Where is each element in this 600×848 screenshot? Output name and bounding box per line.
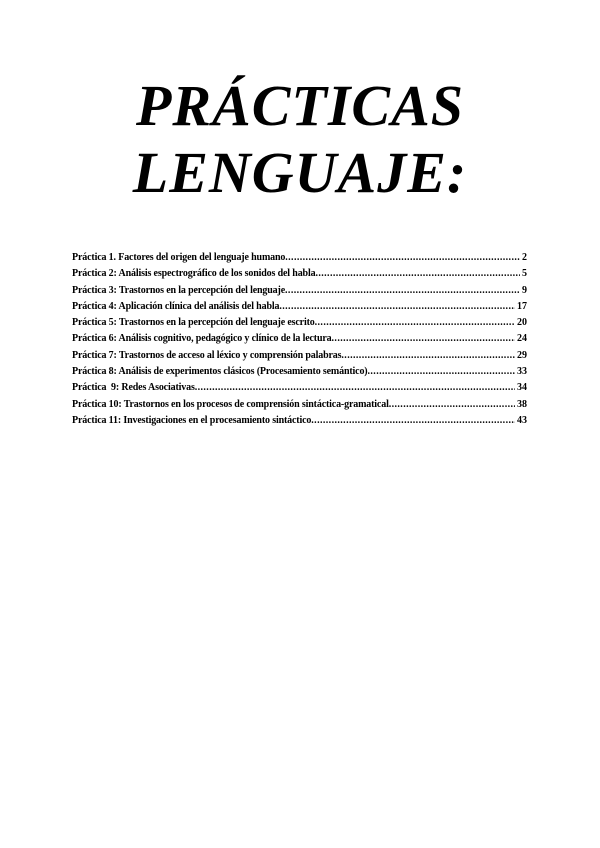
toc-entry[interactable]	[72, 285, 527, 301]
toc-leader-dots	[332, 333, 515, 344]
toc-entry-page: 34	[517, 382, 527, 394]
toc-entry[interactable]	[72, 333, 527, 349]
toc-entry-label: Práctica 3: Trastornos en la percepción del lenguaje	[72, 284, 286, 296]
toc-entry-page: 43	[517, 414, 527, 426]
toc-leader-dots	[311, 415, 515, 426]
toc-entry[interactable]	[72, 366, 527, 382]
toc-entry[interactable]	[72, 301, 527, 317]
toc-entry-page: 33	[517, 366, 527, 378]
toc-leader-dots	[285, 252, 520, 263]
toc-entry-label: Práctica 4: Aplicación clínica del análisis del habla	[72, 300, 280, 312]
toc-entry-page: 20	[517, 317, 527, 329]
toc-entry-label: Práctica 8: Análisis de experimentos clásicos (Procesamiento semántico)	[72, 366, 368, 378]
toc-entry-page: 38	[517, 398, 527, 410]
toc-entry-label: Práctica 1. Factores del origen del lenguaje humano	[72, 252, 286, 263]
document-title	[0, 72, 600, 206]
toc-leader-dots	[368, 366, 516, 377]
toc-leader-dots	[195, 382, 515, 393]
toc-entry-page: 24	[517, 333, 527, 345]
title-line-1: PRÁCTICAS	[135, 73, 465, 138]
toc-entry[interactable]	[72, 350, 527, 366]
toc-leader-dots	[315, 317, 515, 328]
toc-entry-label: Práctica 5: Trastornos en la percepción del lenguaje escrito	[72, 317, 315, 329]
toc-entry-page: 9	[522, 284, 527, 296]
toc-entry[interactable]	[72, 415, 527, 431]
toc-entry-page: 17	[517, 300, 527, 312]
toc-entry-page: 29	[517, 349, 527, 361]
toc-leader-dots	[315, 268, 520, 279]
toc-entry[interactable]	[72, 382, 527, 398]
toc-entry-page: 5	[522, 268, 527, 280]
toc-entry[interactable]	[72, 317, 527, 333]
toc-leader-dots	[285, 285, 520, 296]
toc-entry[interactable]	[72, 268, 527, 284]
title-line-2: LENGUAJE:	[132, 140, 468, 205]
toc-entry-page: 2	[522, 252, 527, 263]
table-of-contents	[72, 252, 527, 431]
toc-entry-label: Práctica 2: Análisis espectrográfico de los sonidos del habla	[72, 268, 316, 280]
toc-entry[interactable]	[72, 399, 527, 415]
toc-entry-label: Práctica 10: Trastornos en los procesos de comprensión sintáctica-gramatical	[72, 398, 389, 410]
toc-entry-label: Práctica 9: Redes Asociativas	[72, 382, 195, 394]
toc-entry-label: Práctica 7: Trastornos de acceso al léxico y comprensión palabras	[72, 349, 342, 361]
toc-leader-dots	[279, 301, 515, 312]
toc-leader-dots	[389, 399, 515, 410]
toc-entry[interactable]	[72, 252, 527, 268]
toc-entry-label: Práctica 11: Investigaciones en el procesamiento sintáctico	[72, 414, 312, 426]
toc-leader-dots	[341, 350, 515, 361]
toc-entry-label: Práctica 6: Análisis cognitivo, pedagógico y clínico de la lectura	[72, 333, 332, 345]
